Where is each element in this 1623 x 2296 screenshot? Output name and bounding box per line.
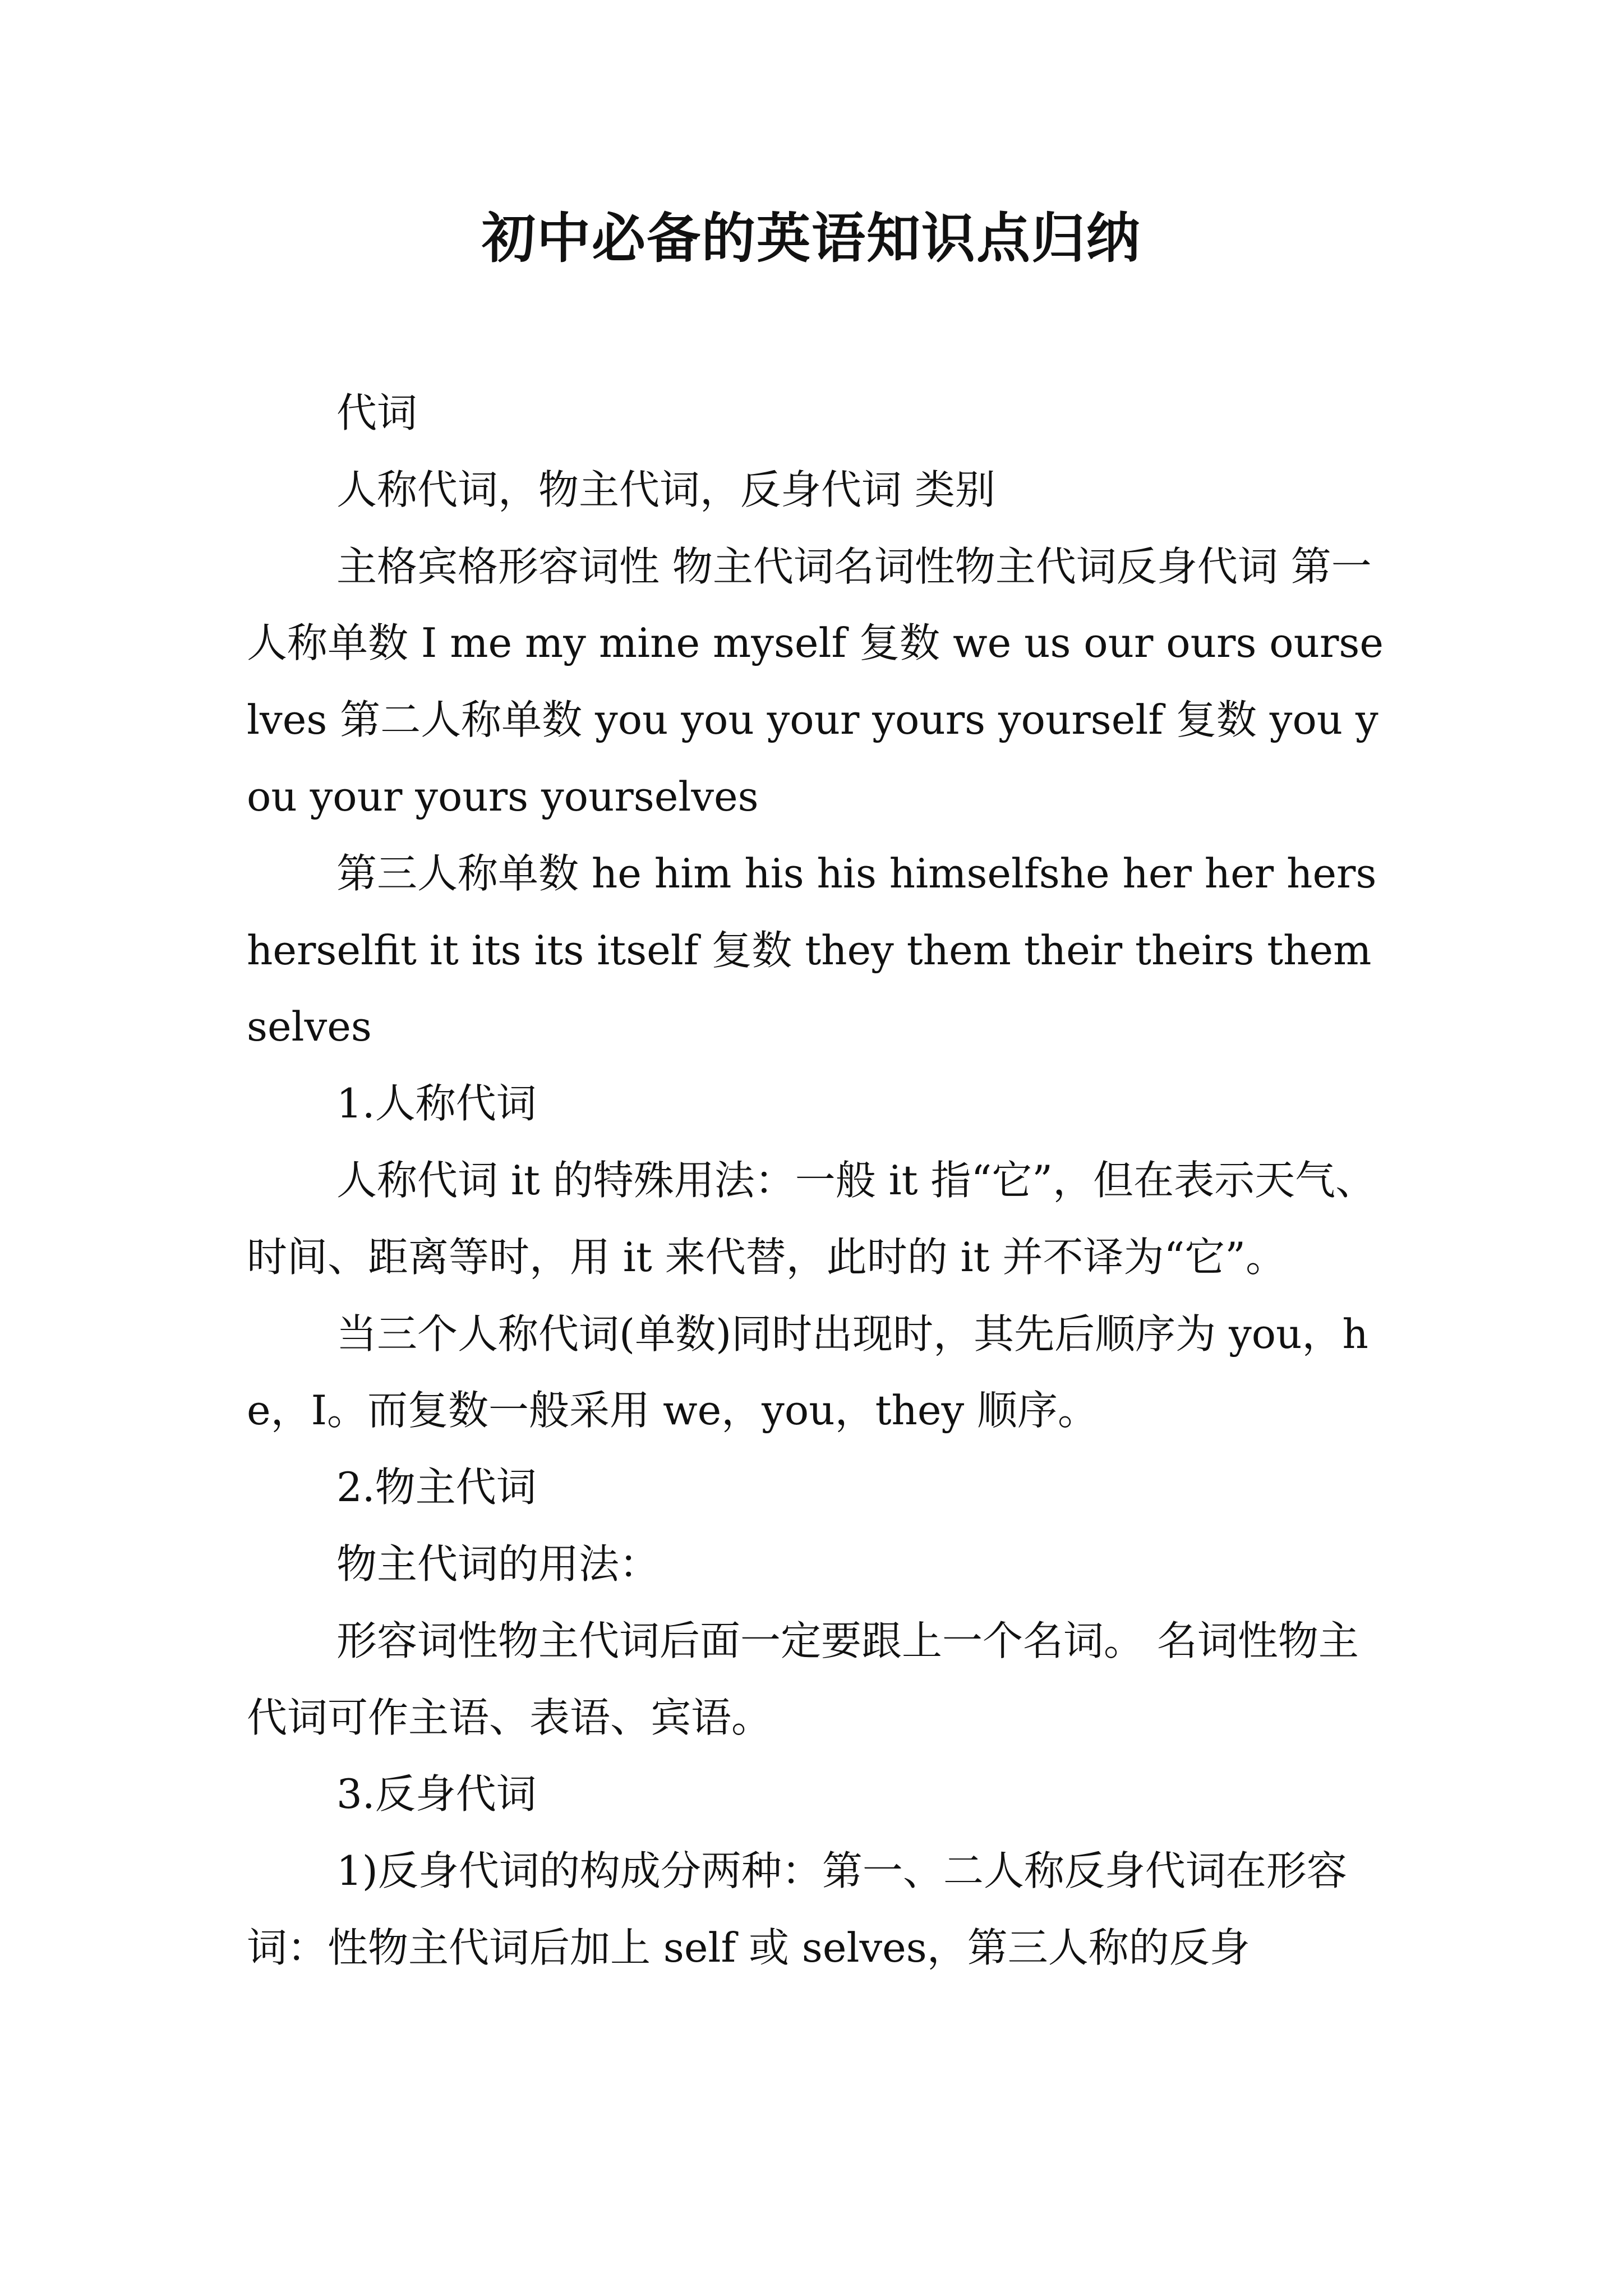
- section-heading: 3.反身代词: [336, 1770, 537, 1818]
- paragraph: 当三个人称代词(单数)同时出现时，其先后顺序为 you，he，I。而复数一般采用 we，you，they 顺序。: [247, 1310, 1368, 1434]
- section-heading: 1.人称代词: [336, 1080, 537, 1128]
- paragraph: 1)反身代词的构成分两种：第一、二人称反身代词在形容词：性物主代词后加上 self 或 selves，第三人称的反身: [247, 1847, 1347, 1971]
- paragraph: 形容词性物主代词后面一定要跟上一个名词。 名词性物主代词可作主语、表语、宾语。: [247, 1617, 1359, 1741]
- document-body: [247, 375, 1386, 1986]
- paragraph: 人称代词，物主代词，反身代词 类别: [336, 466, 995, 513]
- document-title: 初中必备的英语知识点归纳: [482, 206, 1141, 270]
- paragraph: 代词: [336, 389, 418, 436]
- paragraph: 第三人称单数 he him his his himselfshe her her hers herselfit it its its itself 复数 they them their theirs themselves: [247, 849, 1377, 1051]
- paragraph: 物主代词的用法：: [336, 1540, 660, 1588]
- section-heading: 2.物主代词: [336, 1464, 537, 1511]
- paragraph: 人称代词 it 的特殊用法：一般 it 指“它”，但在表示天气、时间、距离等时，用 it 来代替，此时的 it 并不译为“它”。: [247, 1156, 1376, 1281]
- paragraph: 主格宾格形容词性 物主代词名词性物主代词反身代词 第一人称单数 I me my mine myself 复数 we us our ours ourselves 第二人称单数 you you your yours yourself 复数 you you your yours yourselves: [247, 542, 1384, 820]
